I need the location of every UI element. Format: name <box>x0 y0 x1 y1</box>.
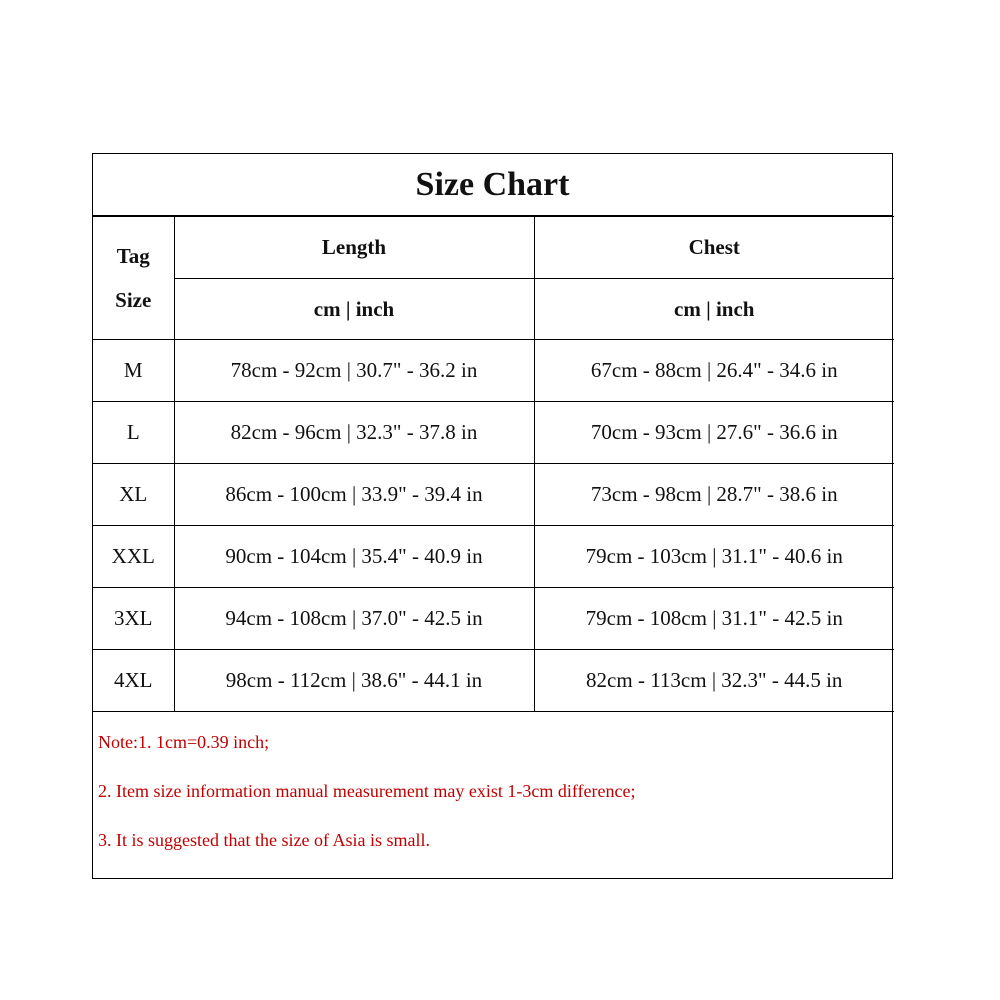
size-cell: XXL <box>93 526 174 588</box>
length-units-header: cm | inch <box>174 279 534 340</box>
length-cell: 78cm - 92cm | 30.7" - 36.2 in <box>174 340 534 402</box>
table-row <box>93 464 894 526</box>
note-line: Note:1. 1cm=0.39 inch; <box>98 732 270 752</box>
chest-cell: 67cm - 88cm | 26.4" - 34.6 in <box>534 340 894 402</box>
chest-header: Chest <box>534 217 894 279</box>
chest-cell: 79cm - 108cm | 31.1" - 42.5 in <box>534 588 894 650</box>
size-cell: M <box>93 340 174 402</box>
table-row <box>93 526 894 588</box>
size-cell: 4XL <box>93 650 174 712</box>
size-chart <box>92 153 893 879</box>
chart-title: Size Chart <box>415 165 570 203</box>
length-cell: 90cm - 104cm | 35.4" - 40.9 in <box>174 526 534 588</box>
chest-cell: 70cm - 93cm | 27.6" - 36.6 in <box>534 402 894 464</box>
chest-cell: 79cm - 103cm | 31.1" - 40.6 in <box>534 526 894 588</box>
notes-section <box>93 710 892 880</box>
chest-units-header: cm | inch <box>534 279 894 340</box>
header-row <box>93 217 894 279</box>
title-row <box>93 154 892 216</box>
table-row <box>93 340 894 402</box>
note-line: 2. Item size information manual measurement may exist 1-3cm difference; <box>98 781 636 801</box>
length-cell: 82cm - 96cm | 32.3" - 37.8 in <box>174 402 534 464</box>
units-row <box>93 279 894 340</box>
tag-header-line2: Size <box>115 288 152 312</box>
tag-header-line1: Tag <box>116 244 150 268</box>
table-row <box>93 588 894 650</box>
size-cell: XL <box>93 464 174 526</box>
size-cell: 3XL <box>93 588 174 650</box>
length-header: Length <box>174 217 534 279</box>
tag-size-header <box>93 217 174 340</box>
length-cell: 86cm - 100cm | 33.9" - 39.4 in <box>174 464 534 526</box>
size-cell: L <box>93 402 174 464</box>
size-table <box>93 216 894 712</box>
length-cell: 94cm - 108cm | 37.0" - 42.5 in <box>174 588 534 650</box>
note-line: 3. It is suggested that the size of Asia is small. <box>98 830 430 850</box>
table-row <box>93 650 894 712</box>
length-cell: 98cm - 112cm | 38.6" - 44.1 in <box>174 650 534 712</box>
chest-cell: 82cm - 113cm | 32.3" - 44.5 in <box>534 650 894 712</box>
chest-cell: 73cm - 98cm | 28.7" - 38.6 in <box>534 464 894 526</box>
table-row <box>93 402 894 464</box>
